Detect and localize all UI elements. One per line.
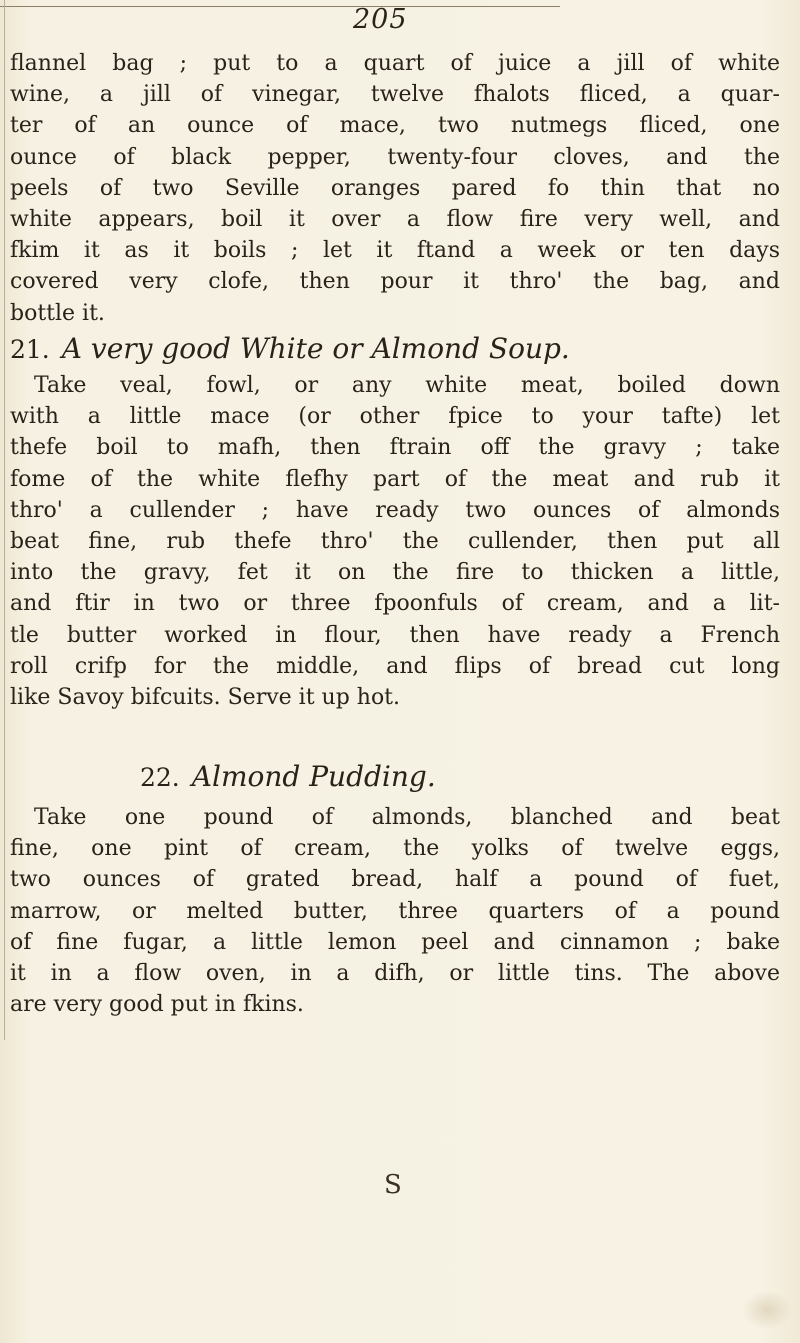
text-line: ounce of black pepper, twenty-four cloves, and the: [10, 144, 780, 170]
text-line: it in a flow oven, in a difh, or little tins. The above: [10, 961, 780, 987]
text-line: marrow, or melted butter, three quarters of a pound: [10, 898, 780, 924]
text-line: beat fine, rub thefe thro' the cullender, then put all: [10, 529, 780, 555]
recipe-heading-22: [140, 760, 436, 795]
page-number: 205: [353, 4, 408, 35]
text-line: fkim it as it boils ; let it ftand a week or ten days: [10, 238, 780, 264]
text-line: two ounces of grated bread, half a pound of fuet,: [10, 867, 780, 893]
recipe-body-21: [10, 370, 780, 713]
text-line: Take one pound of almonds, blanched and beat: [34, 805, 780, 830]
text-line: wine, a jill of vinegar, twelve fhalots fliced, a quar-: [10, 82, 780, 108]
paper-stain: [742, 1290, 792, 1330]
text-line: fome of the white flefhy part of the meat and rub it: [10, 466, 780, 492]
text-line: are very good put in fkins.: [10, 992, 304, 1018]
text-line: flannel bag ; put to a quart of juice a jill of white: [10, 51, 780, 76]
gutter-line: [4, 0, 5, 1040]
text-line: thefe boil to mafh, then ftrain off the gravy ; take: [10, 435, 780, 461]
text-line: of fine fugar, a little lemon peel and cinnamon ; bake: [10, 929, 780, 955]
recipe-title: Almond Pudding.: [191, 760, 436, 793]
text-line: like Savoy bifcuits. Serve it up hot.: [10, 685, 401, 711]
recipe-body-22: [10, 802, 780, 1020]
text-line: ter of an ounce of mace, two nutmegs fliced, one: [10, 113, 780, 139]
text-line: bottle it.: [10, 300, 105, 326]
text-line: Take veal, fowl, or any white meat, boiled down: [34, 373, 780, 398]
continuation-paragraph: [10, 48, 780, 329]
recipe-title: A very good White or Almond Soup.: [61, 332, 570, 365]
text-line: tle butter worked in flour, then have ready a French: [10, 622, 780, 648]
text-line: white appears, boil it over a flow fire very well, and: [10, 207, 780, 233]
top-rule: [0, 0, 560, 7]
text-line: and ftir in two or three fpoonfuls of cream, and a lit-: [10, 591, 780, 617]
text-line: fine, one pint of cream, the yolks of twelve eggs,: [10, 836, 780, 862]
recipe-number: 22.: [140, 763, 180, 792]
text-line: peels of two Seville oranges pared fo thin that no: [10, 175, 780, 201]
text-line: with a little mace (or other fpice to your tafte) let: [10, 404, 780, 430]
recipe-number: 21.: [10, 335, 50, 364]
text-line: into the gravy, fet it on the fire to thicken a little,: [10, 560, 780, 586]
text-line: thro' a cullender ; have ready two ounces of almonds: [10, 497, 780, 523]
text-line: covered very clofe, then pour it thro' the bag, and: [10, 269, 780, 295]
text-line: roll crifp for the middle, and flips of bread cut long: [10, 653, 780, 679]
signature-mark: S: [384, 1170, 402, 1200]
recipe-heading-21: [10, 332, 570, 367]
